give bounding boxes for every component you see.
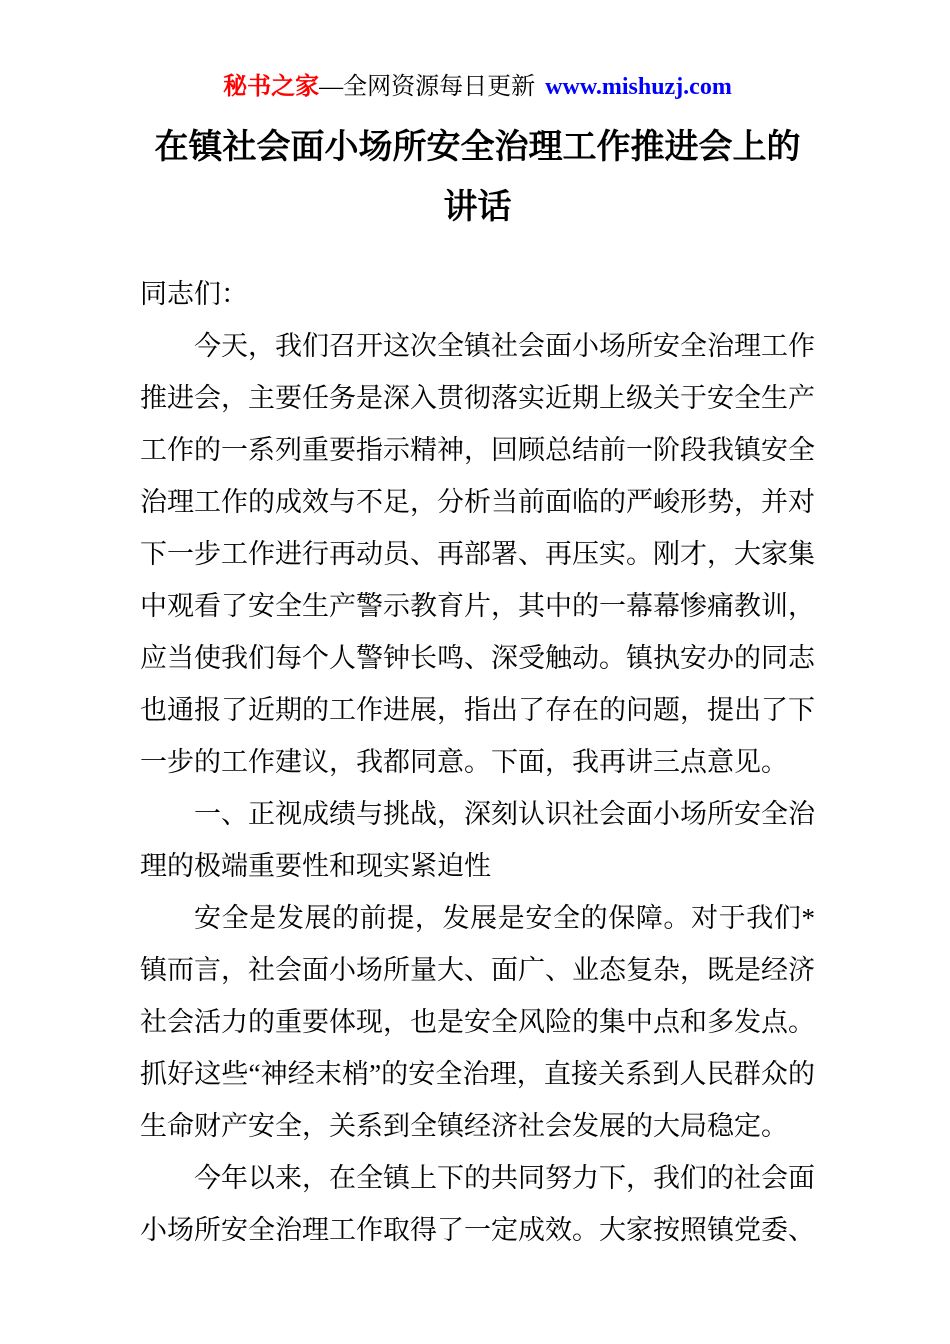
site-brand-text: 秘书之家: [223, 74, 320, 100]
document-title-line: 讲话: [443, 189, 512, 226]
salutation-paragraph: 同志们：: [140, 279, 248, 309]
site-tagline-text: —全网资源每日更新: [319, 74, 536, 100]
body-paragraph: 今年以来，在全镇上下的共同努力下，我们的社会面小场所安全治理工作取得了一定成效。大家按照镇党委、: [140, 1163, 815, 1245]
document-body: [140, 268, 815, 1256]
site-header: [140, 70, 815, 104]
body-paragraph: 安全是发展的前提，发展是安全的保障。对于我们*镇而言，社会面小场所量大、面广、业态复杂，既是经济社会活力的重要体现，也是安全风险的集中点和多发点。抓好这些“神经末梢”的安全治理，直接关系到人民群众的生命财产安全，关系到全镇经济社会发展的大局稳定。: [140, 903, 815, 1141]
document-title: [140, 118, 815, 238]
intro-paragraph: 今天，我们召开这次全镇社会面小场所安全治理工作推进会，主要任务是深入贯彻落实近期上级关于安全生产工作的一系列重要指示精神，回顾总结前一阶段我镇安全治理工作的成效与不足，分析当前面临的严峻形势，并对下一步工作进行再动员、再部署、再压实。刚才，大家集中观看了安全生产警示教育片，其中的一幕幕惨痛教训，应当使我们每个人警钟长鸣、深受触动。镇执安办的同志也通报了近期的工作进展，指出了存在的问题，提出了下一步的工作建议，我都同意。下面，我再讲三点意见。: [140, 331, 815, 777]
section-1-heading: 一、正视成绩与挑战，深刻认识社会面小场所安全治理的极端重要性和现实紧迫性: [140, 799, 815, 881]
site-url-link[interactable]: www.mishuzj.com: [545, 74, 732, 100]
document-title-line: 在镇社会面小场所安全治理工作推进会上的: [154, 129, 801, 166]
